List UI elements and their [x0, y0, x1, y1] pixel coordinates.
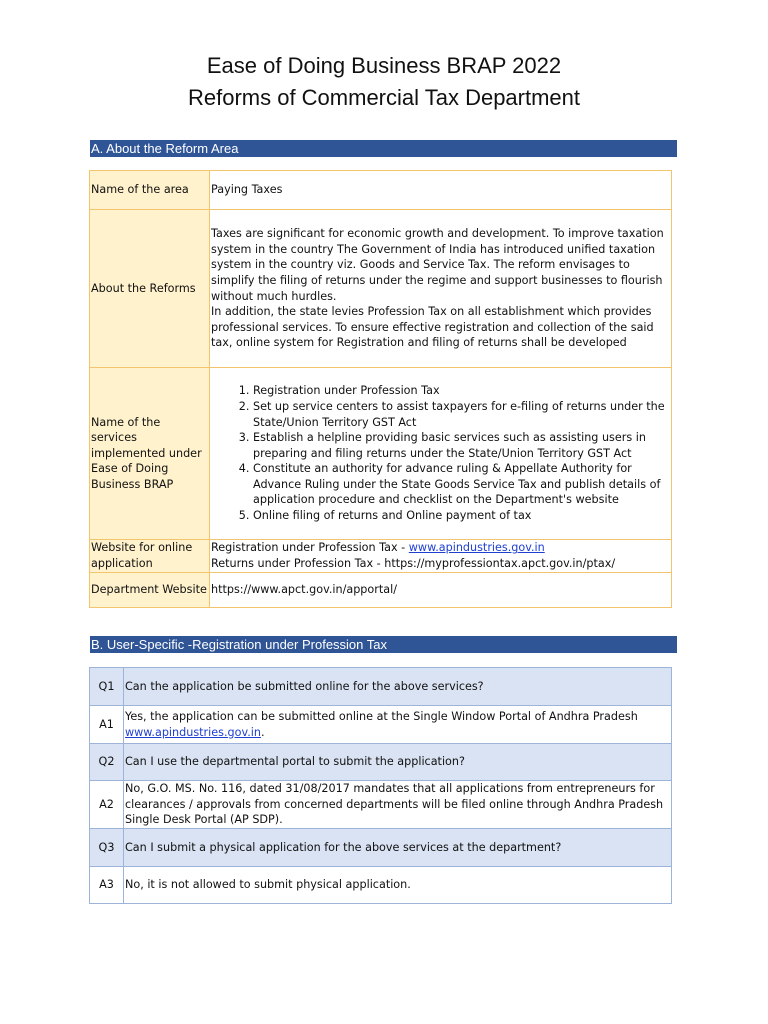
answer-text: No, G.O. MS. No. 116, dated 31/08/2017 mandates that all applications from entrepreneurs for clearances / approvals from concerned departments will be filed online through Andhra Pradesh Single Desk Portal (AP SDP). — [124, 781, 672, 829]
table-row — [90, 781, 672, 829]
area-value: Paying Taxes — [210, 171, 672, 210]
table-row-area — [90, 171, 672, 210]
table-row-dept — [90, 573, 672, 608]
services-list — [211, 383, 671, 523]
website-value — [210, 540, 672, 573]
about-label: About the Reforms — [90, 210, 210, 368]
table-row-services — [90, 368, 672, 540]
list-item: 4. Constitute an authority for advance ruling & Appellate Authority for Advance Ruling under the State Goods Service Tax and publish details of application procedure and checklist on the Department's website — [253, 461, 671, 508]
services-value — [210, 368, 672, 540]
question-text: Can I submit a physical application for the above services at the department? — [124, 829, 672, 867]
title-line-1: Ease of Doing Business BRAP 2022 — [206, 53, 562, 78]
answer-text-suffix: . — [260, 725, 265, 739]
list-item: 5. Online filing of returns and Online payment of tax — [253, 508, 671, 524]
table-row — [90, 744, 672, 781]
apindustries-link[interactable]: www.apindustries.gov.in — [408, 541, 545, 555]
title-line-2: Reforms of Commercial Tax Department — [187, 85, 581, 110]
list-item: 1. Registration under Profession Tax — [253, 383, 671, 399]
section-b-header: B. User-Specific -Registration under Profession Tax — [90, 636, 677, 653]
question-text: Can I use the departmental portal to submit the application? — [124, 744, 672, 781]
answer-number: A3 — [90, 867, 124, 904]
reform-area-table — [89, 170, 672, 608]
services-label: Name of the services implemented under Ease of Doing Business BRAP — [90, 368, 210, 540]
answer-number: A1 — [90, 706, 124, 744]
answer-text — [124, 706, 672, 744]
about-value — [210, 210, 672, 368]
dept-value: https://www.apct.gov.in/apportal/ — [210, 573, 672, 608]
dept-label: Department Website — [90, 573, 210, 608]
table-row — [90, 706, 672, 744]
answer-text: No, it is not allowed to submit physical application. — [124, 867, 672, 904]
website-line-1 — [211, 540, 671, 556]
table-row — [90, 829, 672, 867]
area-label: Name of the area — [90, 171, 210, 210]
about-paragraph-1: Taxes are significant for economic growth and development. To improve taxation system in the country The Government of India has introduced unified taxation system in the country viz. Goods and Service Tax. The reform envisages to simplify the filing of returns under the regime and support businesses to flourish without much hurdles. — [211, 227, 664, 303]
table-row — [90, 867, 672, 904]
list-item: 3. Establish a helpline providing basic services such as assisting users in preparing and filing returns under the State/Union Territory GST Act — [253, 430, 671, 461]
table-row — [90, 668, 672, 706]
document-title — [0, 50, 768, 114]
about-paragraph-2: In addition, the state levies Profession Tax on all establishment which provides professional services. To ensure effective registration and collection of the said tax, online system for Registration and filing of returns shall be developed — [211, 305, 654, 350]
faq-table — [89, 667, 672, 904]
question-text: Can the application be submitted online for the above services? — [124, 668, 672, 706]
website-line-2: Returns under Profession Tax - https://myprofessiontax.apct.gov.in/ptax/ — [211, 557, 616, 570]
table-row-website — [90, 540, 672, 573]
question-number: Q2 — [90, 744, 124, 781]
table-row-about — [90, 210, 672, 368]
website-label: Website for online application — [90, 540, 210, 573]
section-a-header: A. About the Reform Area — [90, 140, 677, 157]
answer-number: A2 — [90, 781, 124, 829]
list-item: 2. Set up service centers to assist taxpayers for e-filing of returns under the State/Union Territory GST Act — [253, 399, 671, 430]
website-line-1-text: Registration under Profession Tax - — [211, 541, 409, 555]
question-number: Q1 — [90, 668, 124, 706]
question-number: Q3 — [90, 829, 124, 867]
apindustries-link[interactable]: www.apindustries.gov.in — [125, 725, 261, 739]
answer-text-body: Yes, the application can be submitted online at the Single Window Portal of Andhra Pradesh — [125, 710, 638, 724]
